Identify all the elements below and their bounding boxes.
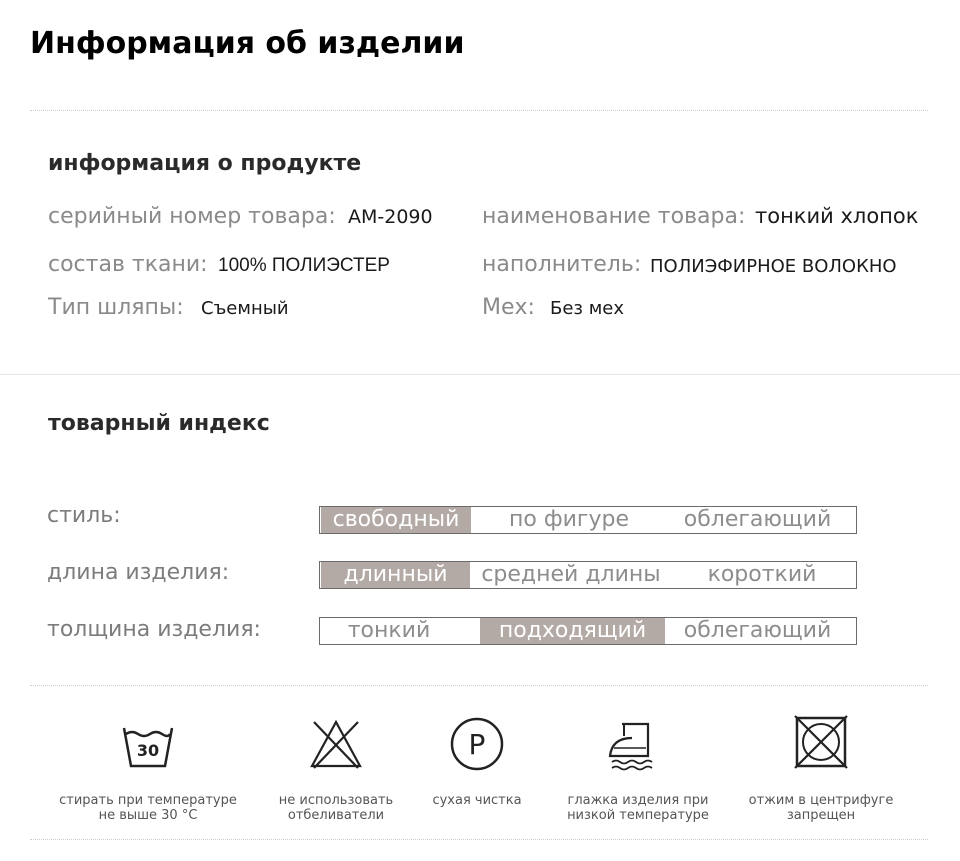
fabric-value: 100% ПОЛИЭСТЕР	[218, 255, 390, 276]
wash-temperature-badge: 30	[136, 741, 160, 760]
care-label-line: низкой температуре	[567, 808, 709, 823]
care-label-line: сухая чистка	[432, 793, 522, 808]
divider	[30, 839, 928, 840]
fabric-label: состав ткани:	[48, 252, 208, 277]
thickness-option-medium: подходящий	[480, 618, 665, 644]
care-label-line: глажка изделия при	[567, 793, 709, 808]
product-name-label: наименование товара:	[482, 204, 746, 229]
hood-type-label: Тип шляпы:	[48, 295, 184, 320]
no-tumble-dry-icon	[791, 712, 851, 772]
thickness-scale	[319, 617, 857, 645]
care-label-line: не выше 30 °С	[98, 808, 198, 823]
style-label: стиль:	[47, 503, 121, 528]
thickness-option-thin: тонкий	[347, 618, 431, 643]
product-info-title: информация о продукте	[48, 151, 362, 176]
length-option-long: длинный	[321, 562, 470, 588]
product-index-title: товарный индекс	[48, 411, 270, 436]
care-label-line: отжим в центрифуге	[748, 793, 894, 808]
style-scale	[319, 506, 857, 534]
length-option-short: короткий	[707, 562, 817, 587]
serial-number-label: серийный номер товара:	[48, 204, 336, 229]
dry-clean-badge: P	[468, 728, 486, 761]
length-scale	[319, 561, 857, 589]
fur-label: Мех:	[482, 295, 535, 320]
length-option-medium: средней длины	[481, 562, 661, 587]
thickness-option-thick: облегающий	[683, 618, 832, 643]
dry-clean-p-icon	[447, 714, 507, 774]
fur-value: Без мех	[550, 298, 625, 319]
care-label-line: не использовать	[278, 793, 394, 808]
care-label-line: отбеливатели	[287, 808, 385, 823]
serial-number-value: AM-2090	[348, 206, 433, 228]
style-option-tight: облегающий	[683, 507, 832, 532]
divider	[30, 685, 928, 686]
no-bleach-icon	[306, 714, 366, 774]
style-option-fitted: по фигуре	[508, 507, 630, 532]
divider	[30, 110, 928, 111]
page-title: Информация об изделии	[30, 26, 465, 61]
care-label-line: стирать при температуре	[59, 793, 237, 808]
hood-type-value: Съемный	[201, 298, 289, 319]
product-name-value: тонкий хлопок	[755, 204, 919, 228]
filler-value: ПОЛИЭФИРНОЕ ВОЛОКНО	[650, 256, 897, 277]
style-option-loose: свободный	[321, 507, 471, 533]
care-label-line: запрещен	[786, 808, 856, 823]
wash-30-icon	[118, 716, 178, 776]
care-label-spin	[731, 793, 911, 823]
thickness-label: толщина изделия:	[47, 617, 261, 642]
care-label-dry-clean	[387, 793, 567, 808]
care-label-iron	[548, 793, 728, 823]
filler-label: наполнитель:	[482, 252, 642, 277]
length-label: длина изделия:	[47, 560, 230, 585]
iron-low-icon	[604, 714, 664, 774]
care-label-wash	[58, 793, 238, 823]
section-divider	[0, 374, 960, 375]
